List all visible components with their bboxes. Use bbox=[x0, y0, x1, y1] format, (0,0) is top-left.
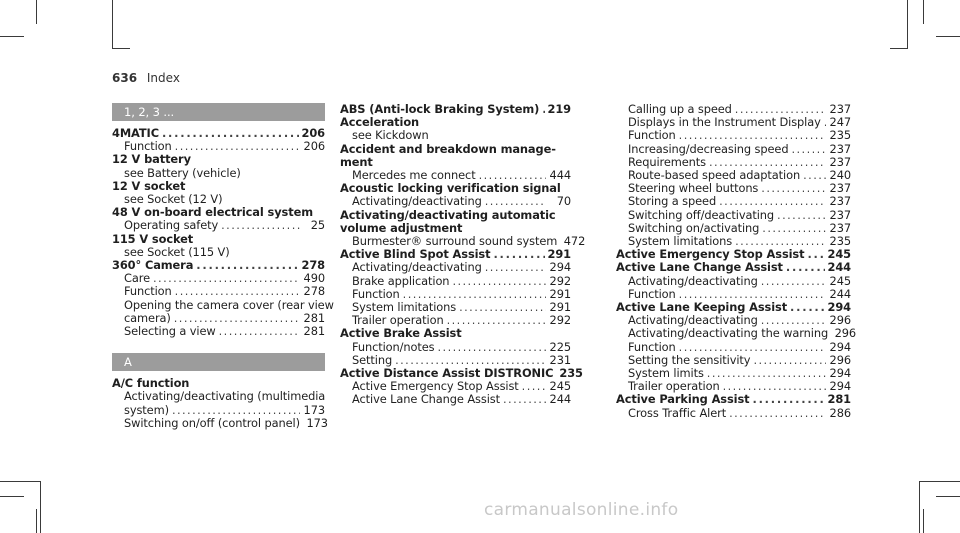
page-ref[interactable]: 237 bbox=[829, 102, 851, 116]
crop-mark bbox=[36, 509, 37, 533]
entry-label: 12 V socket bbox=[112, 178, 186, 193]
entry-label: Activating/deactivating bbox=[352, 194, 482, 209]
entry-label: Active Parking Assist bbox=[616, 392, 750, 407]
dot-leader bbox=[762, 222, 826, 235]
dot-leader bbox=[753, 354, 826, 367]
entry-label: Increasing/decreasing speed bbox=[628, 141, 789, 156]
index-column-3 bbox=[616, 102, 857, 420]
entry-label: Opening the camera cover (rear view bbox=[124, 297, 334, 312]
page-ref[interactable]: 291 bbox=[549, 286, 571, 301]
entry-label: Care bbox=[124, 271, 150, 286]
dot-leader bbox=[219, 325, 300, 338]
dot-leader bbox=[522, 380, 546, 393]
spacer bbox=[112, 338, 325, 353]
entry-label: System limitations bbox=[352, 300, 457, 315]
page-ref[interactable]: 472 bbox=[563, 234, 586, 249]
entry-label: Active Lane Change Assist bbox=[352, 392, 500, 407]
page-ref[interactable]: 291 bbox=[547, 247, 571, 262]
entry-label: 12 V battery bbox=[112, 152, 191, 167]
crop-mark bbox=[919, 481, 960, 482]
entry-label: Trailer operation bbox=[352, 313, 444, 328]
crop-mark bbox=[936, 36, 960, 37]
entry-label: see Socket (115 V) bbox=[124, 244, 230, 259]
entry-label: Operating safety bbox=[124, 218, 219, 233]
dot-leader bbox=[761, 275, 826, 288]
entry-label: 4MATIC bbox=[112, 126, 159, 140]
index-subentry[interactable] bbox=[340, 275, 571, 288]
entry-label: Setting the sensitivity bbox=[628, 352, 751, 367]
crop-mark bbox=[0, 36, 24, 37]
entry-label: Acoustic locking verification signal bbox=[340, 181, 561, 196]
index-subentry bbox=[112, 297, 334, 312]
dot-leader bbox=[485, 261, 546, 274]
entry-label: 360° Camera bbox=[112, 258, 194, 273]
dot-leader bbox=[753, 393, 825, 406]
crop-mark bbox=[923, 0, 924, 24]
index-column-1 bbox=[112, 103, 334, 430]
entry-label: Burmester® surround sound system bbox=[352, 234, 558, 249]
dot-leader bbox=[790, 301, 824, 314]
index-entry[interactable] bbox=[616, 393, 851, 406]
page-ref[interactable]: 294 bbox=[827, 300, 851, 315]
entry-label: Activating/deactivating bbox=[628, 313, 758, 328]
entry-label: Calling up a speed bbox=[628, 102, 732, 116]
page-number: 636 bbox=[112, 71, 138, 85]
dot-leader bbox=[719, 195, 826, 208]
entry-label: Activating/deactivating the warning bbox=[628, 326, 829, 341]
entry-label: System limits bbox=[628, 366, 704, 381]
dot-leader bbox=[807, 248, 824, 261]
page-ref[interactable]: 292 bbox=[549, 313, 571, 328]
index-entry bbox=[112, 233, 325, 246]
crop-mark bbox=[936, 496, 960, 497]
entry-label: camera) bbox=[124, 310, 171, 325]
entry-label: system) bbox=[124, 402, 169, 417]
entry-label: volume adjustment bbox=[340, 220, 463, 235]
index-subentry[interactable] bbox=[616, 407, 851, 420]
dot-leader bbox=[485, 195, 546, 208]
page-ref[interactable]: 281 bbox=[827, 392, 851, 407]
index-subentry[interactable] bbox=[616, 326, 857, 341]
index-subentry[interactable] bbox=[340, 341, 571, 354]
entry-label: ment bbox=[340, 154, 373, 169]
entry-label: Active Emergency Stop Assist bbox=[616, 247, 805, 262]
entry-label: Function bbox=[628, 128, 676, 143]
page-ref[interactable]: 296 bbox=[834, 326, 857, 341]
page-ref[interactable]: 70 bbox=[556, 194, 571, 209]
entry-label: Function bbox=[628, 286, 676, 301]
crop-mark bbox=[919, 481, 920, 533]
dot-leader bbox=[786, 261, 825, 274]
entry-label: Function bbox=[628, 339, 676, 354]
crop-mark bbox=[0, 496, 24, 497]
page-ref[interactable]: 296 bbox=[829, 352, 851, 367]
entry-label: Accident and breakdown manage- bbox=[340, 141, 556, 156]
dot-leader bbox=[803, 169, 826, 182]
page-ref[interactable]: 173 bbox=[306, 415, 328, 430]
entry-label: Storing a speed bbox=[628, 194, 717, 209]
entry-label: Switching off/deactivating bbox=[628, 207, 775, 222]
page-ref[interactable]: 237 bbox=[829, 194, 851, 209]
index-entry[interactable] bbox=[616, 261, 851, 274]
dot-leader bbox=[172, 404, 300, 417]
page-ref[interactable]: 244 bbox=[829, 286, 851, 301]
entry-label: Active Blind Spot Assist bbox=[340, 247, 491, 262]
page-ref[interactable]: 225 bbox=[549, 339, 571, 354]
entry-label: Requirements bbox=[628, 154, 706, 169]
entry-label: see Socket (12 V) bbox=[124, 192, 223, 207]
page-ref[interactable]: 292 bbox=[549, 273, 571, 288]
dot-leader bbox=[679, 341, 826, 354]
page-ref[interactable]: 296 bbox=[829, 313, 851, 328]
page-ref[interactable]: 219 bbox=[547, 102, 571, 116]
page-ref[interactable]: 173 bbox=[303, 402, 325, 417]
page-ref[interactable]: 237 bbox=[829, 154, 851, 169]
crop-mark bbox=[112, 48, 130, 49]
page-ref[interactable]: 490 bbox=[303, 271, 325, 286]
page-ref[interactable]: 244 bbox=[549, 392, 571, 407]
page-ref[interactable]: 245 bbox=[829, 273, 851, 288]
dot-leader bbox=[493, 248, 544, 261]
page-ref[interactable]: 291 bbox=[549, 300, 571, 315]
index-entry bbox=[112, 153, 325, 166]
entry-label: Active Distance Assist DISTRONIC bbox=[340, 366, 554, 381]
page-ref[interactable]: 278 bbox=[303, 284, 325, 299]
dot-leader bbox=[729, 407, 826, 420]
page-ref[interactable]: 237 bbox=[829, 207, 851, 222]
dot-leader bbox=[679, 129, 826, 142]
entry-label: Steering wheel buttons bbox=[628, 181, 759, 196]
entry-label: Active Lane Keeping Assist bbox=[616, 300, 788, 315]
entry-label: Function/notes bbox=[352, 339, 435, 354]
page-ref[interactable]: 231 bbox=[549, 352, 571, 367]
entry-label: Activating/deactivating (multimedia bbox=[124, 389, 326, 404]
dot-leader bbox=[542, 103, 544, 116]
index-subentry[interactable] bbox=[616, 195, 851, 208]
crop-mark bbox=[923, 509, 924, 533]
entry-label: Switching on/off (control panel) bbox=[124, 415, 300, 430]
page-ref[interactable]: 281 bbox=[303, 310, 325, 325]
page-ref[interactable]: 444 bbox=[549, 168, 571, 183]
page-ref[interactable]: 245 bbox=[827, 247, 851, 262]
page-ref[interactable]: 278 bbox=[301, 258, 325, 273]
page-ref[interactable]: 240 bbox=[829, 168, 851, 183]
page-ref[interactable]: 281 bbox=[303, 324, 325, 339]
dot-leader bbox=[707, 367, 826, 380]
index-subentry[interactable] bbox=[340, 261, 571, 274]
index-subentry[interactable] bbox=[616, 341, 851, 354]
entry-label: Trailer operation bbox=[628, 379, 720, 394]
index-subentry[interactable] bbox=[340, 195, 571, 208]
entry-label: Activating/deactivating automatic bbox=[340, 207, 556, 222]
entry-label: Mercedes me connect bbox=[352, 168, 476, 183]
entry-label: 48 V on-board electrical system bbox=[112, 205, 313, 220]
section-header: 1, 2, 3 ... bbox=[112, 103, 325, 121]
section-header: A bbox=[112, 353, 325, 371]
page-ref[interactable]: 294 bbox=[829, 339, 851, 354]
index-subentry[interactable] bbox=[616, 143, 851, 156]
entry-label: A/C function bbox=[112, 376, 190, 391]
entry-label: Function bbox=[124, 284, 172, 299]
index-subentry[interactable] bbox=[112, 285, 325, 298]
entry-label: Brake application bbox=[352, 273, 450, 288]
entry-label: Cross Traffic Alert bbox=[628, 405, 727, 420]
index-subentry[interactable] bbox=[616, 275, 851, 288]
entry-label: Active Brake Assist bbox=[340, 326, 462, 341]
page-ref[interactable]: 237 bbox=[829, 141, 851, 156]
page-ref[interactable]: 245 bbox=[549, 379, 571, 394]
page-ref[interactable]: 237 bbox=[829, 220, 851, 235]
page-ref[interactable]: 235 bbox=[829, 128, 851, 143]
entry-label: ABS (Anti-lock Braking System) bbox=[340, 102, 540, 116]
entry-label: see Kickdown bbox=[352, 128, 429, 143]
page-ref[interactable]: 294 bbox=[549, 260, 571, 275]
dot-leader bbox=[175, 285, 300, 298]
dot-leader bbox=[162, 127, 299, 140]
crop-mark bbox=[36, 0, 37, 24]
page-ref[interactable]: 206 bbox=[301, 126, 325, 140]
entry-label: Route-based speed adaptation bbox=[628, 168, 801, 183]
crop-mark bbox=[907, 0, 908, 49]
entry-label: Switching on/activating bbox=[628, 220, 760, 235]
dot-leader bbox=[761, 182, 826, 195]
index-subentry[interactable] bbox=[112, 404, 325, 417]
entry-label: Displays in the Instrument Display bbox=[628, 115, 821, 130]
crop-mark bbox=[890, 48, 908, 49]
page-title: Index bbox=[146, 71, 180, 85]
entry-label: Function bbox=[124, 139, 172, 154]
dot-leader bbox=[175, 140, 300, 153]
index-subentry bbox=[340, 129, 571, 142]
crop-mark bbox=[0, 481, 41, 482]
crop-mark bbox=[40, 481, 41, 533]
index-entry bbox=[340, 143, 571, 156]
page-ref[interactable]: 25 bbox=[310, 218, 325, 233]
entry-label: Active Emergency Stop Assist bbox=[352, 379, 519, 394]
entry-label: System limitations bbox=[628, 234, 733, 249]
dot-leader bbox=[221, 219, 300, 232]
index-subentry[interactable] bbox=[616, 129, 851, 142]
index-subentry[interactable] bbox=[112, 325, 325, 338]
dot-leader bbox=[196, 259, 298, 272]
index-entry bbox=[340, 209, 571, 222]
page-ref[interactable]: 237 bbox=[829, 181, 851, 196]
index-subentry[interactable] bbox=[112, 415, 328, 430]
dot-leader bbox=[791, 143, 826, 156]
index-entry bbox=[340, 327, 571, 340]
entry-label: Activating/deactivating bbox=[628, 273, 758, 288]
entry-label: see Battery (vehicle) bbox=[124, 165, 241, 180]
page-ref[interactable]: 294 bbox=[829, 379, 851, 394]
index-column-2 bbox=[340, 102, 586, 407]
index-subentry bbox=[112, 390, 325, 403]
entry-label: Setting bbox=[352, 352, 393, 367]
page-ref[interactable]: 235 bbox=[559, 366, 583, 381]
entry-label: Selecting a view bbox=[124, 324, 216, 339]
watermark: carmanualsonline.info bbox=[484, 500, 679, 520]
dot-leader bbox=[153, 272, 300, 285]
page-ref[interactable]: 294 bbox=[829, 366, 851, 381]
crop-mark bbox=[112, 0, 113, 49]
dot-leader bbox=[437, 341, 546, 354]
index-subentry bbox=[112, 167, 325, 180]
page-ref[interactable]: 244 bbox=[827, 260, 851, 275]
entry-label: Active Lane Change Assist bbox=[616, 260, 783, 275]
index-subentry[interactable] bbox=[616, 209, 851, 222]
dot-leader bbox=[452, 275, 546, 288]
page-ref[interactable]: 247 bbox=[829, 115, 851, 130]
dot-leader bbox=[459, 301, 546, 314]
entry-label: Activating/deactivating bbox=[352, 260, 482, 275]
index-subentry[interactable] bbox=[340, 393, 571, 406]
entry-label: Acceleration bbox=[340, 115, 420, 130]
page-ref[interactable]: 235 bbox=[829, 234, 851, 249]
dot-leader bbox=[777, 209, 826, 222]
page-ref[interactable]: 286 bbox=[829, 405, 851, 420]
dot-leader bbox=[503, 393, 546, 406]
page-header bbox=[112, 71, 180, 85]
entry-label: Function bbox=[352, 286, 400, 301]
page-ref[interactable]: 206 bbox=[303, 139, 325, 154]
entry-label: 115 V socket bbox=[112, 231, 194, 246]
index-subentry[interactable] bbox=[112, 219, 325, 232]
dot-leader bbox=[824, 116, 826, 129]
